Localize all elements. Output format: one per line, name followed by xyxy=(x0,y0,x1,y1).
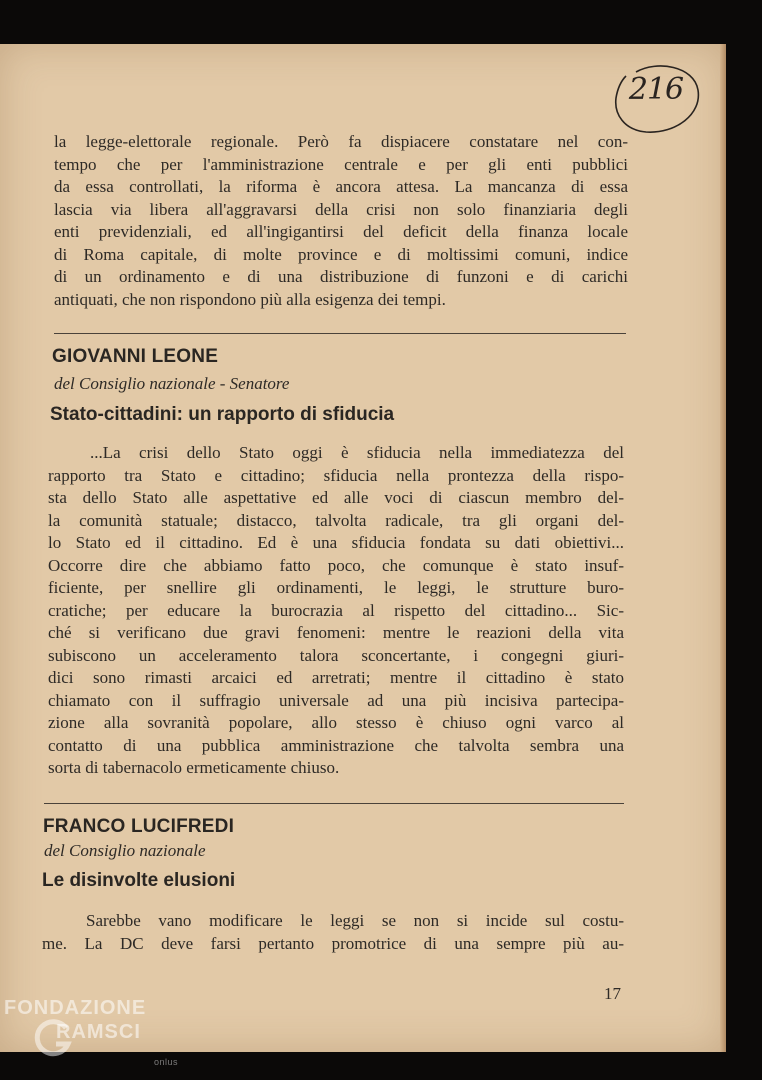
text-line: me. La DC deve farsi pertanto promotrice di una sempre più au- xyxy=(42,933,624,953)
text-line: chiamato con il suffragio universale ad una più incisiva partecipa- xyxy=(48,690,624,710)
section-divider xyxy=(44,803,624,804)
text-line: ficiente, per snellire gli ordinamenti, le leggi, le strutture buro- xyxy=(48,578,624,597)
page-edge xyxy=(720,44,726,1052)
text-line: cratiche; per educare la burocrazia al rispetto del cittadino... Sic- xyxy=(48,600,624,620)
text-line: sta dello Stato alle aspettative ed alle voci di ciascun membro del- xyxy=(48,488,624,507)
text-line: ...La crisi dello Stato oggi è sfiducia nella immediatezza del xyxy=(90,443,624,462)
intro-paragraph xyxy=(54,131,628,311)
handwritten-annotation xyxy=(612,62,700,136)
text-line: la legge-elettorale regionale. Però fa dispiacere constatare nel con- xyxy=(54,132,628,151)
section-heading: Le disinvolte elusioni xyxy=(42,870,236,891)
text-line: dici sono rimasti arcaici ed arretrati; mentre il cittadino è stato xyxy=(48,668,624,687)
text-line: zione alla sovranità popolare, allo stesso è chiuso ogni varco al xyxy=(48,713,624,732)
text-line: tempo che per l'amministrazione centrale e per gli enti pubblici xyxy=(54,154,628,174)
section1-paragraph xyxy=(48,442,624,780)
text-line: ché si verificano due gravi fenomeni: mentre le reazioni della vita xyxy=(48,623,624,642)
author-role: del Consiglio nazionale - Senatore xyxy=(54,374,290,393)
text-line: enti previdenziali, ed all'ingigantirsi del deficit della finanza locale xyxy=(54,222,628,241)
watermark-line1: FONDAZIONE xyxy=(4,997,147,1019)
watermark-line2: RAMSCI xyxy=(56,1021,141,1043)
text-line: rapporto tra Stato e cittadino; sfiducia nella prontezza della rispo- xyxy=(48,465,624,485)
text-line: lascia via libera all'aggravarsi della crisi non solo finanziaria degli xyxy=(54,199,628,219)
watermark-logo xyxy=(4,996,179,1067)
text-line: di un ordinamento e di una distribuzione di funzoni e di carichi xyxy=(54,267,628,286)
author-name: GIOVANNI LEONE xyxy=(52,346,219,367)
text-line: di Roma capitale, di molte province e di moltissimi comuni, indice xyxy=(54,244,628,264)
author-name: FRANCO LUCIFREDI xyxy=(43,816,235,837)
annotation-number: 216 xyxy=(628,72,684,107)
text-line: Sarebbe vano modificare le leggi se non si incide sul costu- xyxy=(86,911,624,930)
section-heading: Stato-cittadini: un rapporto di sfiducia xyxy=(50,404,395,425)
page-number: 17 xyxy=(604,984,621,1003)
watermark-line3: onlus xyxy=(154,1057,179,1067)
text-line: lo Stato ed il cittadino. Ed è una sfiducia fondata su dati obiettivi... xyxy=(48,533,624,552)
text-line: Occorre dire che abbiamo fatto poco, che comunque è stato insuf- xyxy=(48,555,624,575)
author-role: del Consiglio nazionale xyxy=(44,841,206,860)
text-line: contatto di una pubblica amministrazione che talvolta sembra una xyxy=(48,735,624,755)
section2-paragraph xyxy=(42,910,624,955)
section-divider xyxy=(54,333,626,334)
text-line: antiquati, che non rispondono più alla esigenza dei tempi. xyxy=(54,289,446,309)
text-line: da essa controllati, la riforma è ancora attesa. La mancanza di essa xyxy=(54,177,628,196)
text-line: sorta di tabernacolo ermeticamente chiuso. xyxy=(48,758,340,777)
text-line: subiscono un acceleramento talora sconcertante, i congegni giuri- xyxy=(48,645,624,665)
text-line: la comunità statuale; distacco, talvolta radicale, tra gli organi del- xyxy=(48,510,624,530)
watermark-g-icon xyxy=(34,1018,74,1058)
